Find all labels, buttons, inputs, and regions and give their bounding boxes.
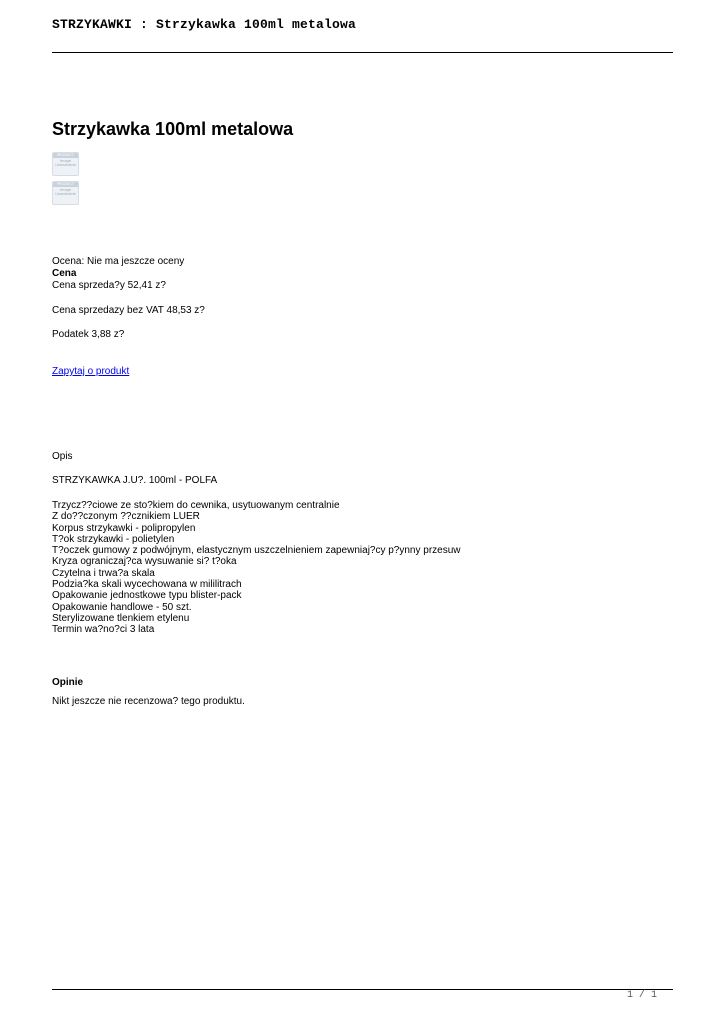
description-line: Trzycz??ciowe ze sto?kiem do cewnika, usytuowanym centralnie xyxy=(52,500,340,511)
reviews-text: Nikt jeszcze nie recenzowa? tego produktu. xyxy=(52,696,245,707)
description-line: Korpus strzykawki - polipropylen xyxy=(52,522,196,534)
description-line: T?oczek gumowy z podwójnym, elastycznym uszczelnieniem zapewniaj?cy p?ynny przesuw xyxy=(52,545,461,557)
product-title: Strzykawka 100ml metalowa xyxy=(52,119,294,139)
product-image-placeholder-1[interactable] xyxy=(52,152,79,176)
placeholder-label-unavailable: Unavailable xyxy=(55,192,76,196)
description-line: Kryza ograniczaj?ca wysuwanie si? t?oka xyxy=(52,556,237,568)
description-line: T?ok strzykawki - polietylen xyxy=(52,533,175,545)
rating-text: Ocena: Nie ma jeszcze oceny xyxy=(52,256,185,267)
description-subtitle: STRZYKAWKA J.U?. 100ml - POLFA xyxy=(52,475,218,486)
reviews-heading: Opinie xyxy=(52,677,84,688)
footer-divider xyxy=(52,989,673,990)
description-line: Termin wa?no?ci 3 lata xyxy=(52,624,155,636)
placeholder-label-image: Image xyxy=(60,188,71,192)
ask-about-product-link[interactable]: Zapytaj o produkt xyxy=(52,366,130,377)
placeholder-label-top: PRODUCT xyxy=(53,153,78,158)
page-number: 1 / 1 xyxy=(626,990,657,1001)
description-line: Czytelna i trwa?a skala xyxy=(52,567,155,579)
description-line: Z do??czonym ??cznikiem LUER xyxy=(52,511,200,523)
placeholder-label-image: Image xyxy=(60,159,71,163)
description-line: Sterylizowane tlenkiem etylenu xyxy=(52,612,190,624)
description-list xyxy=(52,500,461,636)
product-image-placeholder-2[interactable] xyxy=(52,181,79,205)
net-price: Cena sprzedazy bez VAT 48,53 z? xyxy=(52,305,205,316)
header-divider xyxy=(52,52,673,53)
tax-amount: Podatek 3,88 z? xyxy=(52,329,125,340)
description-line: Podzia?ka skali wycechowana w mililitrach xyxy=(52,579,242,591)
price-heading: Cena xyxy=(52,268,77,279)
placeholder-label-unavailable: Unavailable xyxy=(55,163,76,167)
description-heading: Opis xyxy=(52,451,73,462)
sale-price: Cena sprzeda?y 52,41 z? xyxy=(52,280,166,291)
description-line: Opakowanie jednostkowe typu blister-pack xyxy=(52,590,242,602)
running-header: STRZYKAWKI : Strzykawka 100ml metalowa xyxy=(52,17,357,32)
description-line: Opakowanie handlowe - 50 szt. xyxy=(52,601,192,613)
placeholder-label-top: PRODUCT xyxy=(53,182,78,187)
